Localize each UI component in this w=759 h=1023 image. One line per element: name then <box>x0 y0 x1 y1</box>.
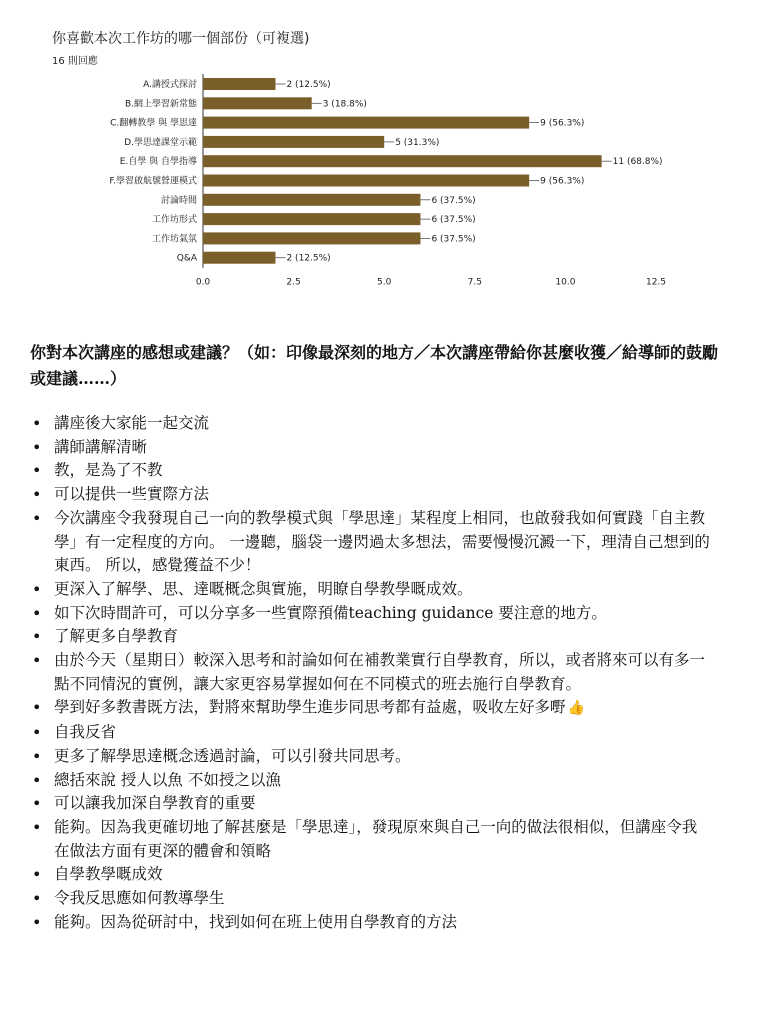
answer-text: 講座後大家能一起交流 <box>54 414 210 432</box>
category-label: D.學思達課堂示範 <box>124 137 197 148</box>
data-label: 3 (18.8%) <box>322 99 367 110</box>
answer-text: 今次講座令我發現自己一向的教學模式與「學思達」某程度上相同，也啟發我如何實踐「自主教學」有一定程度的方向。 一邊聽，腦袋一邊閃過太多想法，需要慢慢沉澱一下，理清自己想到的東西。 所以，感覺獲益不少！ <box>54 508 710 575</box>
bar <box>203 155 602 167</box>
bar <box>203 252 275 264</box>
list-item <box>30 602 710 626</box>
x-tick-label: 7.5 <box>467 277 482 288</box>
answer-text: 能夠。因為從研討中，找到如何在班上使用自學教育的方法 <box>54 912 458 931</box>
data-label: 9 (56.3%) <box>540 118 585 129</box>
bar <box>203 175 529 187</box>
list-item <box>30 887 710 911</box>
answer-text: 講師講解清晰 <box>54 437 148 456</box>
answer-text: 令我反思應如何教導學生 <box>54 889 225 908</box>
list-item <box>30 696 710 721</box>
answer-text: 可以提供一些實際方法 <box>54 485 210 504</box>
answer-text: 了解更多自學教育 <box>54 627 179 646</box>
category-label: E.自學 與 自學指導 <box>119 157 197 168</box>
list-item <box>30 507 710 578</box>
list-item <box>30 649 710 696</box>
category-label: 討論時間 <box>160 195 197 206</box>
list-item <box>30 816 710 863</box>
bar <box>203 97 312 109</box>
data-label: 6 (37.5%) <box>431 234 476 245</box>
chart-title: 你喜歡本次工作坊的哪一個部份（可複選) <box>52 31 310 47</box>
list-item <box>30 436 710 460</box>
data-label: 9 (56.3%) <box>540 176 585 187</box>
list-item <box>30 769 710 793</box>
x-tick-label: 10.0 <box>555 277 576 288</box>
list-item <box>30 483 710 507</box>
data-label: 2 (12.5%) <box>286 253 331 264</box>
x-tick-label: 12.5 <box>645 277 667 288</box>
answer-text: 教，是為了不教 <box>54 461 163 480</box>
category-label: C.翻轉教學 與 學思達 <box>110 118 197 129</box>
list-item <box>30 863 710 887</box>
x-tick-label: 0.0 <box>195 277 211 288</box>
bar <box>203 78 275 90</box>
x-tick-label: 2.5 <box>286 277 301 288</box>
data-label: 5 (31.3%) <box>395 137 440 148</box>
list-item <box>30 792 710 816</box>
response-count: 16 則回應 <box>52 56 98 67</box>
answer-text: 更深入了解學、思、達嘅概念與實施，明瞭自學教學嘅成效。 <box>54 579 473 598</box>
answer-text: 學到好多教書既方法，對將來幫助學生進步同思考都有益處，吸收左好多嘢 <box>54 698 566 717</box>
answer-text: 更多了解學思達概念透過討論，可以引發共同思考。 <box>54 746 411 765</box>
answer-text: 可以讓我加深自學教育的重要 <box>54 794 256 813</box>
answer-text: 自學教學嘅成效 <box>54 865 163 884</box>
answer-text: 自我反省 <box>54 723 117 742</box>
list-item <box>30 625 710 649</box>
data-label: 2 (12.5%) <box>286 80 331 90</box>
list-item <box>30 721 710 745</box>
data-label: 11 (68.8%) <box>612 157 663 168</box>
list-item <box>30 412 710 436</box>
answer-list <box>30 412 710 934</box>
list-item <box>30 745 710 769</box>
list-item <box>30 578 710 602</box>
category-label: 工作坊氣氛 <box>151 234 197 245</box>
category-label: B.網上學習新常態 <box>124 99 197 110</box>
bar <box>203 213 420 225</box>
answer-text: 總括來說 授人以魚 不如授之以漁 <box>54 770 281 789</box>
category-label: 工作坊形式 <box>151 215 197 226</box>
bar <box>203 117 529 129</box>
category-label: Q&A <box>176 253 197 264</box>
data-label: 6 (37.5%) <box>431 195 476 206</box>
survey-question: 你對本次講座的感想或建議？（如：印像最深刻的地方／本次講座帶給你甚麼收獲／給導師的鼓勵或建議……） <box>30 343 719 388</box>
thumbs-up-icon: 👍 <box>567 700 585 717</box>
bar-chart <box>0 70 759 300</box>
bar <box>203 136 384 148</box>
list-item <box>30 459 710 483</box>
bar <box>203 194 420 206</box>
bar <box>203 232 420 244</box>
list-item <box>30 911 710 935</box>
category-label: A.講授式探討 <box>143 80 197 90</box>
data-label: 6 (37.5%) <box>431 215 476 226</box>
answer-text: 能夠。因為我更確切地了解甚麼是「學思達」，發現原來與自己一向的做法很相似，但講座令我在做法方面有更深的體會和領略 <box>54 817 698 860</box>
answer-text: 由於今天（星期日）較深入思考和討論如何在補教業實行自學教育，所以，或者將來可以有多一點不同情況的實例，讓大家更容易掌握如何在不同模式的班去施行自學教育。 <box>54 651 706 693</box>
x-tick-label: 5.0 <box>377 277 392 288</box>
answer-text: 如下次時間許可，可以分享多一些實際預備teaching guidance 要注意的地方。 <box>54 603 607 622</box>
category-label: F.學習啟航號營運模式 <box>109 176 197 187</box>
